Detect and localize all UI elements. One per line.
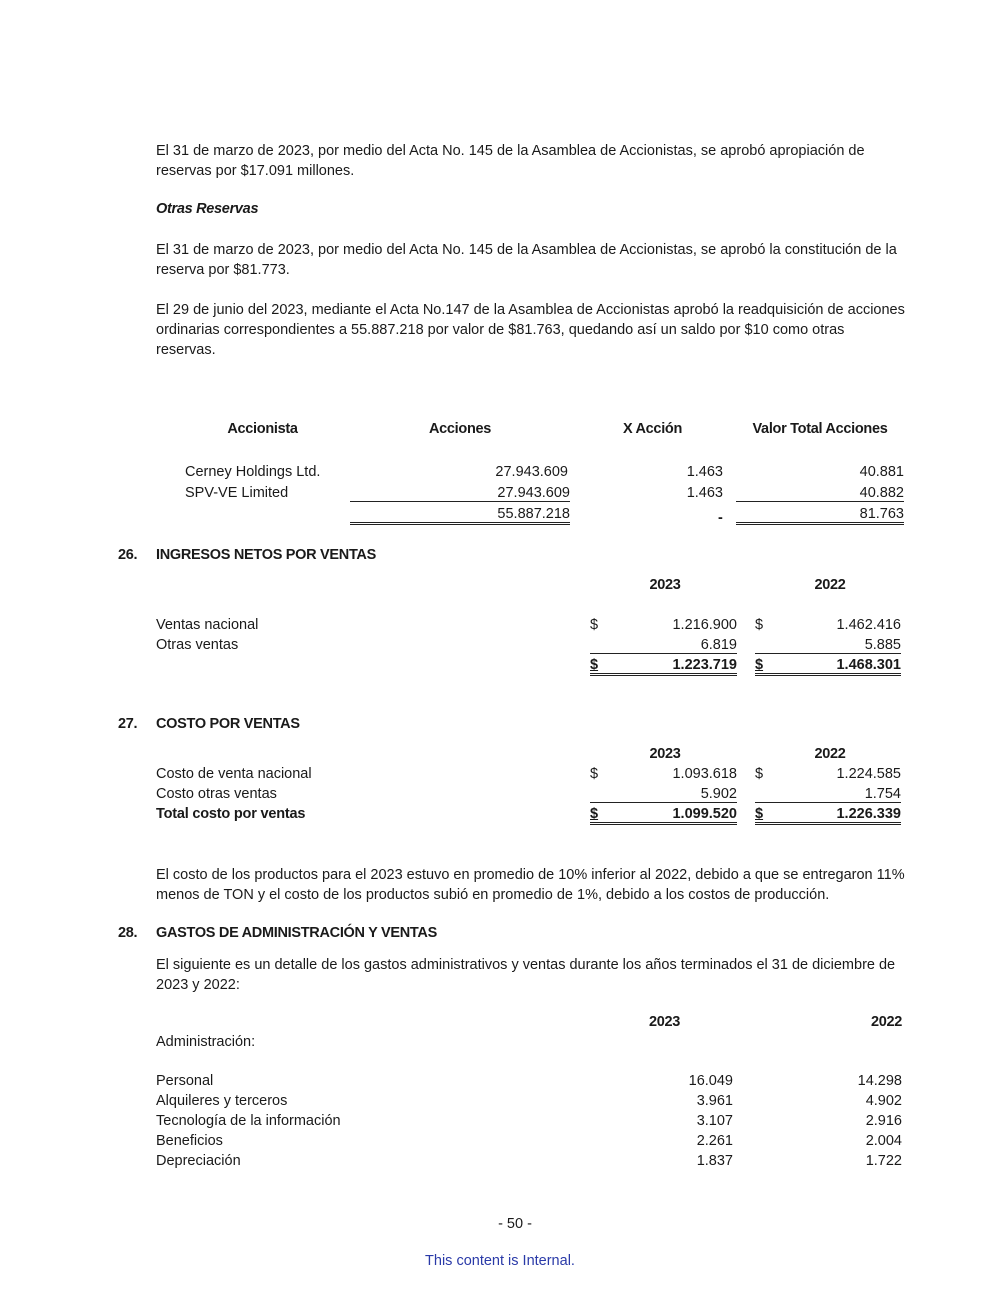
currency-symbol: $ (590, 657, 599, 673)
otras-reservas-heading: Otras Reservas (156, 201, 259, 217)
paragraph-reserve-appropriation: El 31 de marzo de 2023, por medio del Acta No. 145 de la Asamblea de Accionistas, se aprobó apropiación de reservas por $17.091 millones. (156, 143, 865, 179)
col-header-x-accion: X Acción (622, 421, 683, 437)
value-2023: 1.093.618 (672, 766, 737, 782)
value-2022: 2.004 (865, 1133, 902, 1149)
year-header-2023: 2023 (649, 577, 681, 593)
year-header-2022: 2022 (814, 746, 846, 762)
section-title: INGRESOS NETOS POR VENTAS (156, 547, 376, 563)
row-label: Depreciación (156, 1153, 241, 1169)
value-2023: 6.819 (590, 637, 737, 654)
currency-symbol: $ (590, 806, 599, 822)
total-label: Total costo por ventas (156, 806, 306, 822)
row-label: Tecnología de la información (156, 1113, 341, 1129)
section-title: COSTO POR VENTAS (156, 716, 300, 732)
row-label: Ventas nacional (156, 617, 259, 633)
total-shares: 55.887.218 (350, 506, 570, 525)
value-2022: 1.462.416 (836, 617, 901, 633)
total-2023: 1.223.719 (590, 657, 737, 676)
col-header-acciones: Acciones (428, 421, 492, 437)
year-header-2023: 2023 (649, 746, 681, 762)
shareholder-total: 40.882 (736, 485, 904, 502)
currency-symbol: $ (590, 766, 599, 782)
section-number: 26. (118, 547, 138, 563)
total-2022: 1.226.339 (755, 806, 901, 825)
currency-symbol: $ (590, 617, 599, 633)
value-2022: 1.224.585 (836, 766, 901, 782)
row-label: Costo de venta nacional (156, 766, 312, 782)
section-number: 28. (118, 925, 138, 941)
value-2022: 4.902 (865, 1093, 902, 1109)
section-intro-paragraph: El siguiente es un detalle de los gastos administrativos y ventas durante los años terminados el 31 de diciembre de 2023 y 2022: (156, 957, 896, 993)
value-2022: 1.754 (755, 786, 901, 803)
currency-symbol: $ (755, 617, 764, 633)
currency-symbol: $ (755, 657, 764, 673)
total-value: 81.763 (736, 506, 904, 525)
year-header-2022: 2022 (814, 577, 846, 593)
value-2023: 5.902 (590, 786, 737, 803)
row-label: Personal (156, 1073, 214, 1089)
group-label: Administración: (156, 1034, 256, 1050)
shareholder-shares: 27.943.609 (495, 464, 568, 480)
value-2022: 5.885 (755, 637, 901, 654)
currency-symbol: $ (755, 806, 764, 822)
row-label: Alquileres y terceros (156, 1093, 288, 1109)
shareholder-name: SPV-VE Limited (185, 485, 289, 501)
value-2023: 3.107 (696, 1113, 733, 1129)
shareholder-shares: 27.943.609 (350, 485, 570, 502)
shareholder-per-share: 1.463 (686, 464, 723, 480)
row-label: Costo otras ventas (156, 786, 277, 802)
shareholder-per-share: 1.463 (686, 485, 723, 501)
value-2023: 16.049 (688, 1073, 733, 1089)
currency-symbol: $ (755, 766, 764, 782)
year-header-2023: 2023 (648, 1014, 680, 1030)
total-per-share: - (718, 510, 723, 526)
col-header-accionista: Accionista (227, 421, 298, 437)
value-2023: 1.837 (696, 1153, 733, 1169)
value-2022: 14.298 (857, 1073, 902, 1089)
year-header-2022: 2022 (870, 1014, 902, 1030)
value-2022: 1.722 (865, 1153, 902, 1169)
col-header-valor-total: Valor Total Acciones (752, 421, 888, 437)
total-2022: 1.468.301 (755, 657, 901, 676)
value-2023: 3.961 (696, 1093, 733, 1109)
total-2023: 1.099.520 (590, 806, 737, 825)
row-label: Beneficios (156, 1133, 223, 1149)
value-2023: 1.216.900 (672, 617, 737, 633)
paragraph-share-repurchase: El 29 de junio del 2023, mediante el Acta No.147 de la Asamblea de Accionistas aprobó la readquisición de acciones ordinarias correspondientes a 55.887.218 por valor de $81.763, quedando así un saldo por $10 como otras reservas. (156, 302, 905, 358)
shareholder-name: Cerney Holdings Ltd. (185, 464, 321, 480)
row-label: Otras ventas (156, 637, 239, 653)
cost-explanation-paragraph: El costo de los productos para el 2023 estuvo en promedio de 10% inferior al 2022, debido a que se entregaron 11% menos de TON y el costo de los productos subió en promedio de 1%, debido a los costos de producción. (156, 867, 905, 903)
shareholder-total: 40.881 (859, 464, 904, 480)
section-number: 27. (118, 716, 138, 732)
value-2022: 2.916 (865, 1113, 902, 1129)
section-title: GASTOS DE ADMINISTRACIÓN Y VENTAS (156, 925, 437, 941)
paragraph-reserve-constitution: El 31 de marzo de 2023, por medio del Acta No. 145 de la Asamblea de Accionistas, se aprobó la constitución de la reserva por $81.773. (156, 242, 897, 278)
value-2023: 2.261 (696, 1133, 733, 1149)
page-number: - 50 - (498, 1216, 532, 1232)
classification-label: This content is Internal. (425, 1253, 575, 1269)
